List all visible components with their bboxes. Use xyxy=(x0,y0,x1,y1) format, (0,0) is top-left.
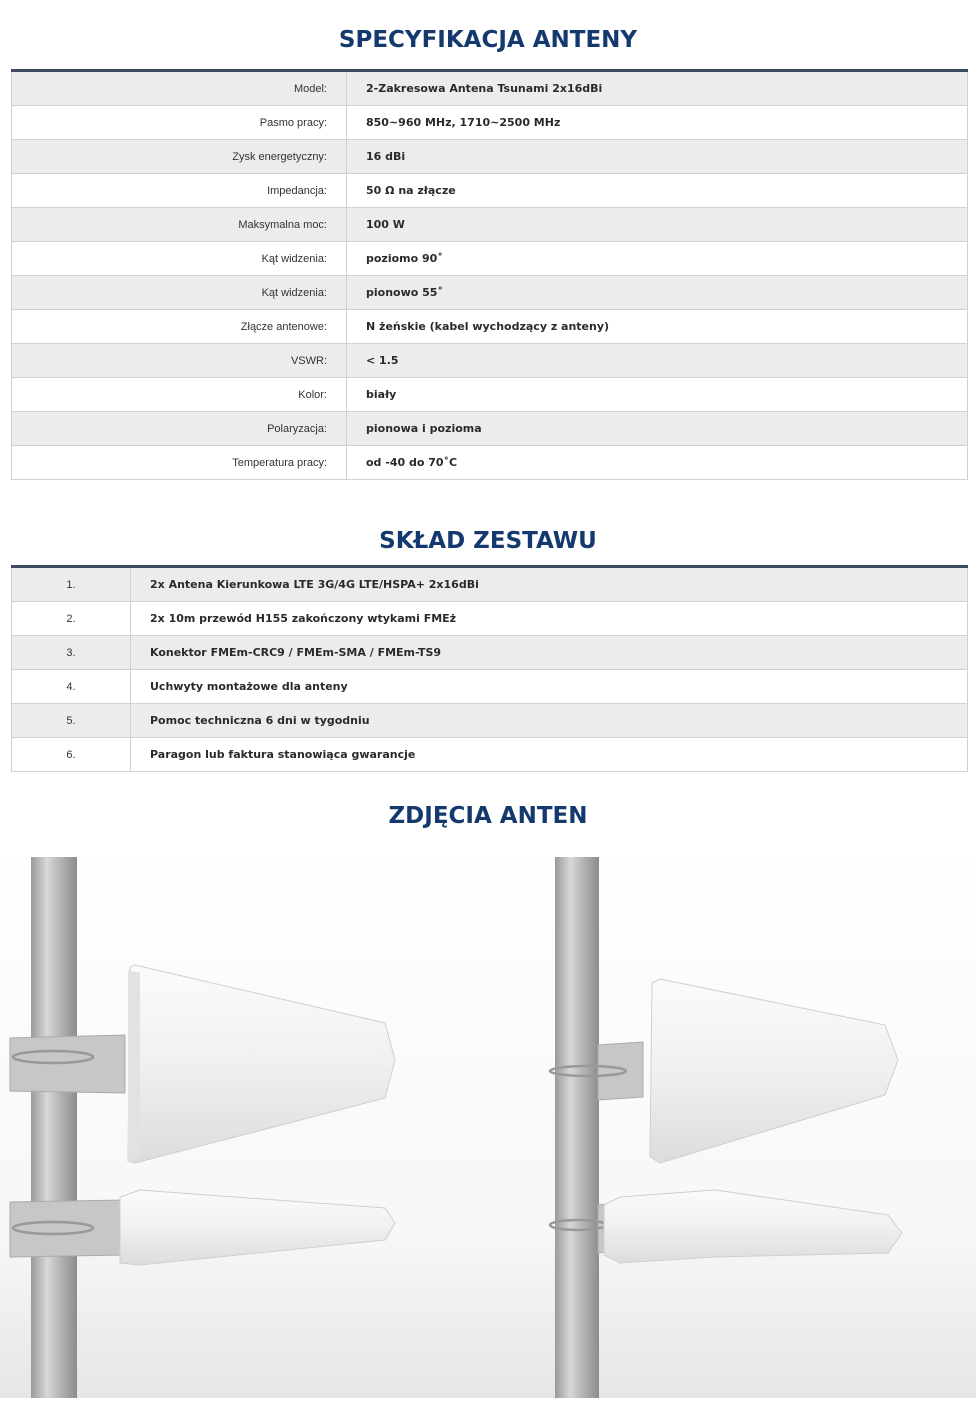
spec-label: Impedancja: xyxy=(12,174,347,208)
spec-label: Złącze antenowe: xyxy=(12,310,347,344)
kit-item: Paragon lub faktura stanowiąca gwarancje xyxy=(131,738,968,772)
kit-number: 2. xyxy=(12,602,131,636)
spec-row xyxy=(12,71,968,106)
antenna-photos xyxy=(0,845,976,1398)
spec-row xyxy=(12,140,968,174)
antenna-photos-illustration xyxy=(0,845,976,1398)
spec-row xyxy=(12,174,968,208)
kit-number: 3. xyxy=(12,636,131,670)
spec-label: Kolor: xyxy=(12,378,347,412)
spec-row xyxy=(12,242,968,276)
kit-title: SKŁAD ZESTAWU xyxy=(379,528,597,554)
spec-label: Temperatura pracy: xyxy=(12,446,347,480)
kit-row xyxy=(12,670,968,704)
kit-table xyxy=(11,565,968,772)
kit-number: 4. xyxy=(12,670,131,704)
spec-label: Maksymalna moc: xyxy=(12,208,347,242)
kit-row xyxy=(12,602,968,636)
spec-row xyxy=(12,208,968,242)
kit-row xyxy=(12,738,968,772)
spec-value: N żeńskie (kabel wychodzący z anteny) xyxy=(347,310,968,344)
spec-value: od -40 do 70˚C xyxy=(347,446,968,480)
spec-label: Zysk energetyczny: xyxy=(12,140,347,174)
spec-value: poziomo 90˚ xyxy=(347,242,968,276)
kit-number: 1. xyxy=(12,567,131,602)
spec-value: biały xyxy=(347,378,968,412)
kit-number: 5. xyxy=(12,704,131,738)
spec-row xyxy=(12,378,968,412)
spec-value: pionowa i pozioma xyxy=(347,412,968,446)
spec-label: Pasmo pracy: xyxy=(12,106,347,140)
kit-row xyxy=(12,567,968,602)
photos-title: ZDJĘCIA ANTEN xyxy=(388,803,588,829)
spec-label: VSWR: xyxy=(12,344,347,378)
kit-item: Pomoc techniczna 6 dni w tygodniu xyxy=(131,704,968,738)
spec-value: < 1.5 xyxy=(347,344,968,378)
spec-row xyxy=(12,310,968,344)
spec-value: 2-Zakresowa Antena Tsunami 2x16dBi xyxy=(347,71,968,106)
spec-value: pionowo 55˚ xyxy=(347,276,968,310)
spec-value: 50 Ω na złącze xyxy=(347,174,968,208)
spec-title: SPECYFIKACJA ANTENY xyxy=(338,27,638,53)
kit-item: Konektor FMEm-CRC9 / FMEm-SMA / FMEm-TS9 xyxy=(131,636,968,670)
spec-label: Kąt widzenia: xyxy=(12,276,347,310)
spec-label: Polaryzacja: xyxy=(12,412,347,446)
spec-label: Kąt widzenia: xyxy=(12,242,347,276)
spec-row xyxy=(12,446,968,480)
spec-row xyxy=(12,344,968,378)
kit-item: 2x Antena Kierunkowa LTE 3G/4G LTE/HSPA+ 2x16dBi xyxy=(131,567,968,602)
kit-row xyxy=(12,704,968,738)
spec-table xyxy=(11,69,968,480)
kit-item: 2x 10m przewód H155 zakończony wtykami FMEż xyxy=(131,602,968,636)
spec-row xyxy=(12,106,968,140)
spec-value: 100 W xyxy=(347,208,968,242)
spec-row xyxy=(12,276,968,310)
kit-number: 6. xyxy=(12,738,131,772)
kit-item: Uchwyty montażowe dla anteny xyxy=(131,670,968,704)
spec-row xyxy=(12,412,968,446)
spec-label: Model: xyxy=(12,71,347,106)
kit-row xyxy=(12,636,968,670)
spec-value: 850~960 MHz, 1710~2500 MHz xyxy=(347,106,968,140)
spec-value: 16 dBi xyxy=(347,140,968,174)
